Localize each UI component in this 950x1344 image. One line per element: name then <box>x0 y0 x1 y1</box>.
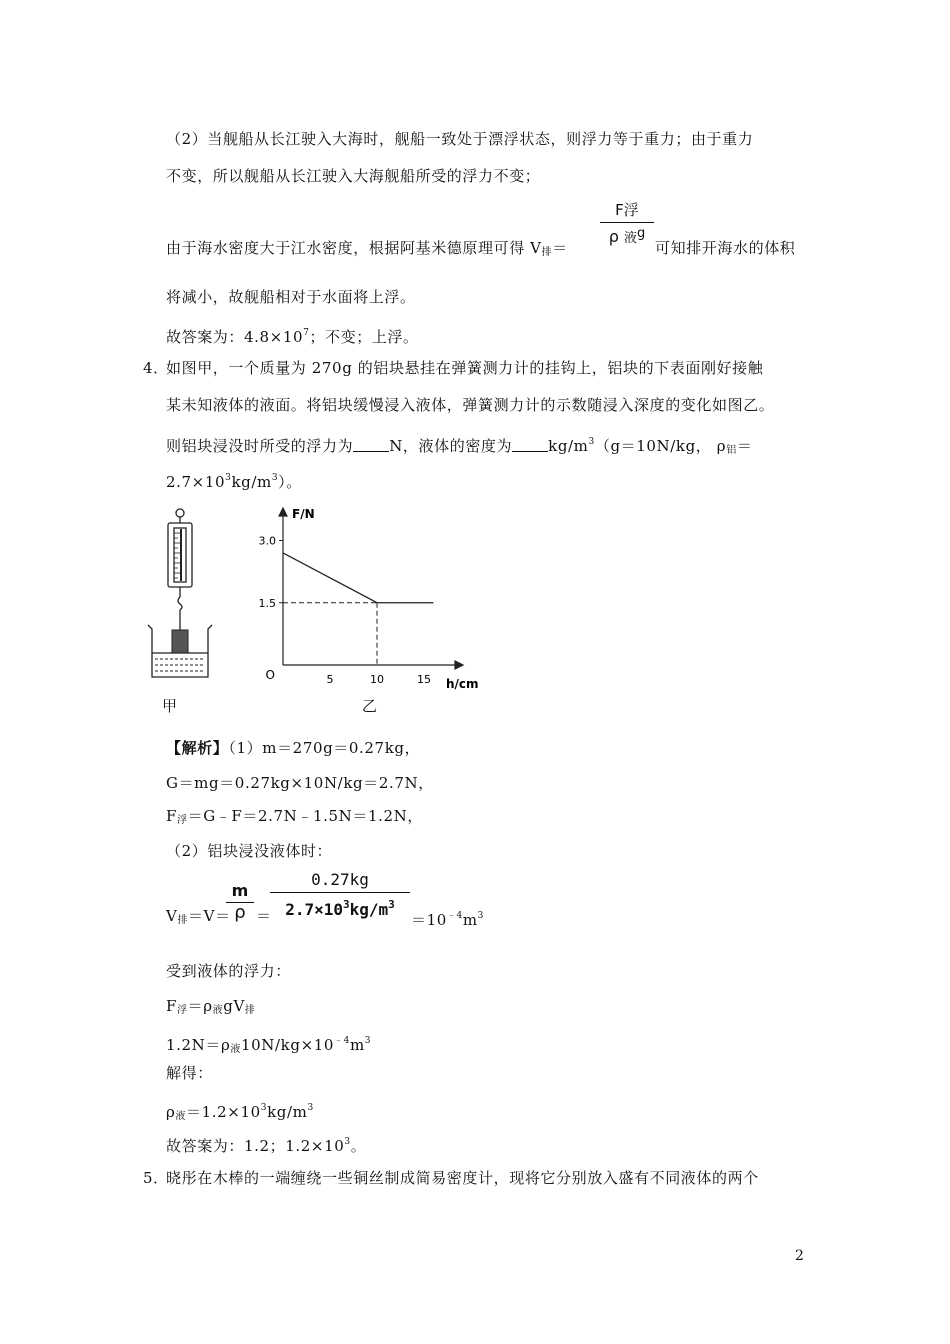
g: g <box>637 226 646 241</box>
numeric-fraction <box>270 868 410 922</box>
superscript: 3 <box>344 1137 351 1147</box>
text: ＝ <box>736 437 753 455</box>
text: gV <box>223 997 245 1015</box>
subscript: 浮 <box>177 1005 188 1016</box>
superscript: 3 <box>271 473 279 483</box>
fraction-numerator: 0.27kg <box>311 870 369 889</box>
volume-formula-lhs <box>166 905 231 932</box>
y-tick-label: 3.0 <box>258 534 276 548</box>
text: ＝1.2×10 <box>186 1103 261 1121</box>
scale-hook <box>178 597 182 610</box>
superscript: 3 <box>225 473 232 483</box>
text: 10N/kg×10 <box>241 1036 335 1054</box>
spring-scale-figure <box>140 505 220 680</box>
text: ρ <box>166 1103 176 1121</box>
x-tick-label: 5 <box>326 673 334 686</box>
answer-blank <box>512 437 548 452</box>
para-line: 可知排开海水的体积 <box>655 239 796 257</box>
text: 2.7×10 <box>285 900 343 919</box>
text: N，液体的密度为 <box>389 437 513 455</box>
text: m <box>349 1036 365 1054</box>
text: （g＝10N/kg， ρ <box>594 437 727 455</box>
superscript: 3 <box>388 898 395 911</box>
subscript: 液 <box>623 231 637 246</box>
fraction-numerator: m <box>231 881 249 900</box>
scale-ring <box>176 509 184 517</box>
y-axis-label: F/N <box>292 507 315 521</box>
subscript: 排 <box>244 1005 256 1016</box>
solution-line <box>166 1097 314 1128</box>
fraction-denominator <box>600 222 654 250</box>
text: 1.2N＝ρ <box>166 1036 231 1054</box>
subscript: 浮 <box>177 815 188 826</box>
solution-line <box>166 805 423 832</box>
superscript: ﹣4 <box>446 911 463 921</box>
answer-blank <box>353 437 389 452</box>
volume-result <box>411 905 484 931</box>
subscript: 液 <box>212 1005 224 1016</box>
fraction-denominator: ρ <box>226 902 254 923</box>
fraction-numerator: F浮 <box>615 201 639 219</box>
text: ＝10 <box>411 911 447 929</box>
superscript: 3 <box>343 898 350 911</box>
solution-line <box>166 1030 371 1061</box>
text: m <box>462 911 478 929</box>
aluminum-block <box>172 630 188 653</box>
text: ＝ <box>552 239 568 257</box>
text: 。 <box>350 1137 367 1155</box>
superscript: 3 <box>307 1103 314 1113</box>
x-axis-label: h/cm <box>446 677 479 691</box>
question-line: 晓彤在木棒的一端缠绕一些铜丝制成简易密度计，现将它分别放入盛有不同液体的两个 <box>166 1169 759 1187</box>
question-line <box>166 467 302 493</box>
text: kg/m <box>349 900 389 919</box>
subscript: 液 <box>230 1044 242 1055</box>
x-tick-label: 15 <box>417 673 431 686</box>
page-number: 2 <box>795 1248 804 1264</box>
text: ）。 <box>278 473 302 491</box>
y-tick-label: 1.5 <box>258 596 276 610</box>
origin-label: O <box>265 668 275 682</box>
solution-line: G＝mg＝0.27kg×10N/kg＝2.7N， <box>166 774 434 792</box>
text: 2.7×10 <box>166 473 226 491</box>
subscript: 排 <box>177 915 189 926</box>
superscript: 3 <box>588 437 595 447</box>
para-line: 将减小，故舰船相对于水面将上浮。 <box>166 288 416 306</box>
text: F <box>166 807 178 825</box>
question-line: 如图甲，一个质量为 270g 的铝块悬挂在弹簧测力计的挂钩上，铝块的下表面刚好接触 <box>166 359 764 377</box>
archimedes-formula-line <box>166 237 568 264</box>
question-line <box>166 431 752 462</box>
superscript: 3 <box>477 911 484 921</box>
solution-line: 受到液体的浮力： <box>166 962 291 980</box>
x-axis-arrow <box>455 661 463 669</box>
para-line: （2）当舰船从长江驶入大海时，舰船一致处于漂浮状态，则浮力等于重力；由于重力 <box>166 130 754 148</box>
subscript: 铝 <box>726 445 737 456</box>
figure-caption-right: 乙 <box>362 697 378 715</box>
text: ＝V＝ <box>188 907 231 925</box>
text: 故答案为：1.2；1.2×10 <box>166 1137 345 1155</box>
text: kg/m <box>231 473 272 491</box>
series-line <box>283 553 433 603</box>
x-tick-label: 10 <box>370 673 384 686</box>
rho: ρ <box>608 227 619 246</box>
text: kg/m <box>267 1103 308 1121</box>
question-number: 5． <box>143 1169 169 1187</box>
question-line: 某未知液体的液面。将铝块缓慢浸入液体，弹簧测力计的示数随浸入深度的变化如图乙。 <box>166 396 775 414</box>
fraction-denominator <box>270 892 410 922</box>
superscript: ﹣4 <box>334 1036 350 1046</box>
superscript: 3 <box>260 1103 268 1113</box>
text: （1）m＝270g＝0.27kg， <box>228 739 421 757</box>
question-number: 4． <box>143 359 169 377</box>
text: F <box>166 997 178 1015</box>
mass-density-fraction <box>226 880 254 923</box>
text: 则铝块浸没时所受的浮力为 <box>166 437 354 455</box>
figure-caption-left: 甲 <box>162 697 178 715</box>
solution-line: 解得： <box>166 1064 213 1082</box>
text: ＝G﹣F＝2.7N﹣1.5N＝1.2N， <box>187 807 423 825</box>
answer-line <box>166 1131 366 1157</box>
text: ；不变；上浮。 <box>309 328 419 346</box>
text: 由于海水密度大于江水密度，根据阿基米德原理可得 V <box>166 239 542 257</box>
text: V <box>166 907 178 925</box>
text: kg/m <box>548 437 589 455</box>
force-depth-chart <box>250 500 485 695</box>
solution-line <box>166 737 420 759</box>
equals: ＝ <box>256 907 272 925</box>
solution-heading: 【解析】 <box>166 739 229 757</box>
solution-line: （2）铝块浸没液体时： <box>166 842 333 860</box>
y-axis-arrow <box>279 508 287 516</box>
text: ＝ρ <box>187 997 213 1015</box>
para-line: 不变，所以舰船从长江驶入大海舰船所受的浮力不变； <box>166 167 541 185</box>
text: 故答案为：4.8×10 <box>166 328 304 346</box>
superscript: 7 <box>303 328 310 338</box>
subscript: 排 <box>541 247 553 258</box>
answer-line <box>166 322 419 348</box>
buoyancy-fraction <box>600 198 654 250</box>
solution-line <box>166 995 256 1022</box>
superscript: 3 <box>364 1036 372 1046</box>
subscript: 液 <box>175 1111 187 1122</box>
